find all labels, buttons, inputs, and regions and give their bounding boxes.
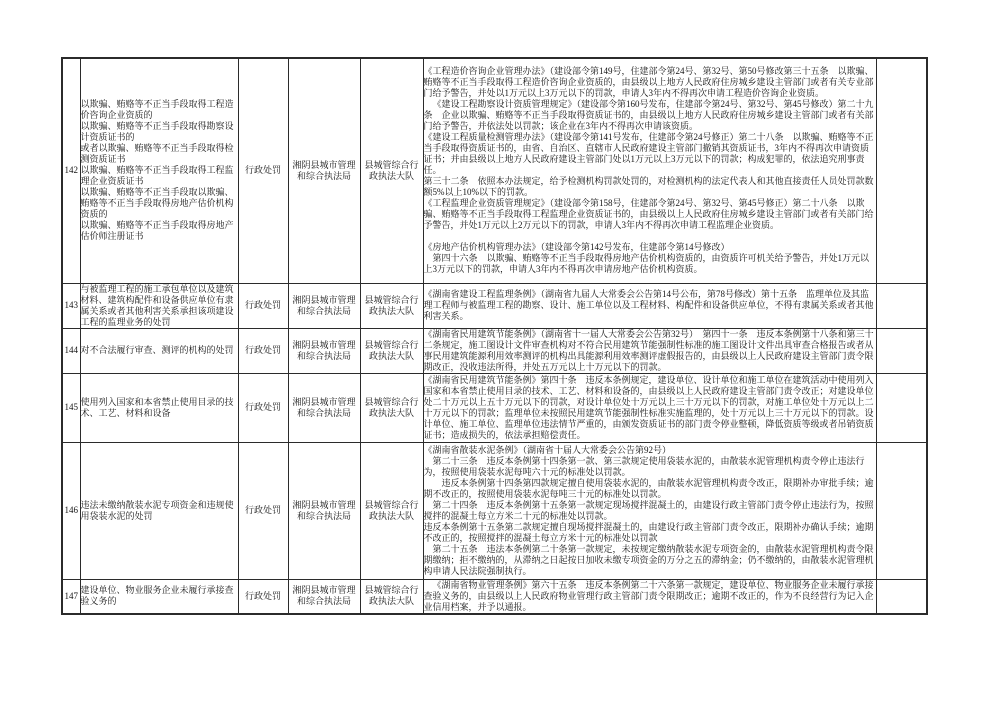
- violation-cell: [80, 442, 238, 579]
- unit-cell: 县城管综合行政执法大队: [360, 328, 423, 373]
- violation-text: 使用列入国家和本省禁止使用目录的技术、工艺、材料和设备: [80, 396, 234, 418]
- table-row: [62, 58, 927, 283]
- legal-basis-paragraph: 《建设工程质量检测管理办法》（建设部令第141号发布，住建部令第24号修正）第二十八条 以欺骗、贿赂等不正当手段取得资质证书的，由省、自治区、直辖市人民政府建设主管部门撤销其资质证书，3年内不得再次申请资质证书；并由县级以上地方人民政府建设主管部门处以1万元以上3万元以下的罚款；构成犯罪的，依法追究刑事责任。: [423, 132, 874, 176]
- violation-text: 以欺骗、贿赂等不正当手段取得勘察设计资质证书的: [80, 121, 234, 143]
- violation-text: 以欺骗、贿赂等不正当手段取以欺骗、贿赂等不正当手段取得房地产估价机构资质的: [80, 187, 234, 220]
- row-number-cell: 145: [62, 373, 80, 442]
- agency-cell: 湘阴县城市管理和综合执法局: [288, 373, 360, 442]
- legal-basis-paragraph: 第二十五条 违法本条例第二十条第一款规定，未按规定缴纳散装水泥专项资金的，由散装水泥管理机构责令限期缴纳；拒不缴纳的，从滞纳之日起按日加收未缴专项资金的万分之五的滞纳金；仍不缴纳的，由散装水泥管理机构申请人民法院强制执行。: [423, 543, 874, 576]
- table-row: [62, 328, 927, 373]
- remarks-empty-cell: [876, 58, 927, 283]
- legal-basis-cell: [423, 58, 876, 283]
- agency-cell: 湘阴县城市管理和综合执法局: [288, 579, 360, 614]
- legal-basis-paragraph: 第二十四条 违反本条例第十五条第一款规定现场搅拌混凝土的，由建设行政主管部门责令停止违法行为，按照搅拌的混凝土每立方米二十元的标准处以罚款。: [423, 499, 874, 521]
- unit-cell: 县城管综合行政执法大队: [360, 442, 423, 579]
- remarks-empty-cell: [876, 373, 927, 442]
- agency-cell: 湘阴县城市管理和综合执法局: [288, 328, 360, 373]
- unit-cell: 县城管综合行政执法大队: [360, 373, 423, 442]
- unit-cell: 县城管综合行政执法大队: [360, 579, 423, 614]
- agency-cell: 湘阴县城市管理和综合执法局: [288, 283, 360, 328]
- violation-text: 以欺骗、贿赂等不正当手段取得房地产估价师注册证书: [80, 220, 234, 242]
- penalty-type-cell: 行政处罚: [238, 283, 288, 328]
- legal-basis-paragraph: 第三十二条 依照本办法规定，给予检测机构罚款处罚的，对检测机构的法定代表人和其他直接责任人员处罚款数额5%以上10%以下的罚款。: [423, 176, 874, 198]
- legal-basis-cell: [423, 373, 876, 442]
- table-row: [62, 373, 927, 442]
- unit-cell: 县城管综合行政执法大队: [360, 58, 423, 283]
- legal-basis-paragraph: 第二十三条 违反本条例第十四条第一款、第三款规定使用袋装水泥的，由散装水泥管理机构责令停止违法行为，按照使用袋装水泥每吨六十元的标准处以罚款。: [423, 455, 865, 477]
- legal-basis-paragraph: 《湖南省民用建筑节能条例》（湖南省十一届人大常委会公告第32号） 第四十一条 违反本条例第十八条和第三十二条规定，施工图设计文件审查机构对不符合民用建筑节能强制性标准的施工图设计文件出具审查合格报告或者从事民用建筑能源利用效率测评的机构出具能源利用效率测评虚假报告的，由县级以上人民政府建设主管部门责令限期改正，没收违法所得，并处五万元以上十万元以下的罚款。: [423, 328, 874, 372]
- legal-basis-paragraph: 《湖南省散装水泥条例》（湖南省十届人大常委会公告第92号）: [423, 444, 672, 455]
- penalty-type-cell: 行政处罚: [238, 579, 288, 614]
- table-row: [62, 283, 927, 328]
- row-number-cell: 146: [62, 442, 80, 579]
- legal-basis-paragraph: 《房地产估价机构管理办法》（建设部令第142号发布，住建部令第14号修改）: [423, 242, 730, 253]
- agency-cell: 湘阴县城市管理和综合执法局: [288, 58, 360, 283]
- legal-basis-paragraph: 《湖南省民用建筑节能条例》第四十条 违反本条例规定，建设单位、设计单位和施工单位在建筑活动中使用列入国家和本省禁止使用目录的技术、工艺、材料和设备的，由县级以上人民政府建设主管部门责令改正；对建设单位处二十万元以上五十万元以下的罚款，对设计单位处十万元以上三十万元以下的罚款，对施工单位处十万元以上二十万元以下的罚款；监理单位未按照民用建筑节能强制性标准实施监理的，处十万元以上三十万元以下的罚款。设计单位、施工单位、监理单位违法情节严重的，由颁发资质证书的部门责令停业整顿，降低资质等级或者吊销资质证书；造成损失的，依法承担赔偿责任。: [423, 374, 874, 440]
- legal-basis-paragraph: 违反本条例第十五条第二款规定擅自现场搅拌混凝土的，由建设行政主管部门责令改正，限期补办确认手续；逾期不改正的，按照搅拌的混凝土每立方米十元的标准处以罚款: [423, 521, 874, 543]
- unit-cell: 县城管综合行政执法大队: [360, 283, 423, 328]
- row-number-cell: 144: [62, 328, 80, 373]
- violation-text: 建设单位、物业服务企业未履行承接查验义务的: [80, 585, 234, 606]
- remarks-empty-cell: [876, 579, 927, 614]
- row-number-cell: 142: [62, 58, 80, 283]
- penalty-type-cell: 行政处罚: [238, 442, 288, 579]
- row-number-cell: 143: [62, 283, 80, 328]
- remarks-empty-cell: [876, 328, 927, 373]
- remarks-empty-cell: [876, 283, 927, 328]
- agency-cell: 湘阴县城市管理和综合执法局: [288, 442, 360, 579]
- violation-cell: [80, 328, 238, 373]
- legal-basis-cell: [423, 579, 876, 614]
- penalty-table: [61, 57, 928, 615]
- violation-text: 或者以欺骗、贿赂等不正当手段取得检测资质证书: [80, 143, 234, 165]
- legal-basis-paragraph: 《湖南省物业管理条例》第六十五条 违反本条例第二十六条第一款规定，建设单位、物业服务企业未履行承接查验义务的，由县级以上人民政府物业管理行政主管部门责令限期改正；逾期不改正的，作为不良经营行为记入企业信用档案，并予以通报。: [423, 579, 874, 612]
- remarks-empty-cell: [876, 442, 927, 579]
- legal-basis-paragraph: 《建设工程勘察设计资质管理规定》（建设部令第160号发布，住建部令第24号、第32号、第45号修改）第二十九条 企业以欺骗、贿赂等不正当手段取得资质证书的，由县级以上地方人民政府住房城乡建设主管部门或者有关部门给予警告，并依法处以罚款；该企业在3年内不得再次申请该资质。: [423, 99, 874, 132]
- legal-basis-spacer: [424, 231, 876, 242]
- table-row: [62, 579, 927, 614]
- violation-text: 违法未缴纳散装水泥专项资金和违规使用袋装水泥的处罚: [80, 499, 234, 521]
- penalty-type-cell: 行政处罚: [238, 373, 288, 442]
- violation-text: 对不合法履行审查、测评的机构的处罚: [80, 345, 234, 355]
- penalty-type-cell: 行政处罚: [238, 328, 288, 373]
- legal-basis-paragraph: 《工程监理企业资质管理规定》（建设部令第158号，住建部令第24号、第32号、第45号修正）第二十八条 以欺骗、贿赂等不正当手段取得工程监理企业资质证书的，由县级以上人民政府住房城乡建设主管部门或者有关部门给予警告，并处1万元以上2万元以下的罚款，申请人3年内不得再次申请工程监理企业资质。: [423, 198, 874, 231]
- violation-cell: [80, 283, 238, 328]
- legal-basis-paragraph: 第四十六条 以欺骗、贿赂等不正当手段取得房地产估价机构资质的，由资质许可机关给予警告，并处1万元以上3万元以下的罚款，申请人3年内不得再次申请房地产估价机构资质。: [423, 253, 870, 275]
- violation-text: 与被监理工程的施工承包单位以及建筑材料、建筑构配件和设备供应单位有隶属关系或者其他利害关系承担该项建设工程的监理业务的处罚: [80, 283, 234, 327]
- table-row: [62, 442, 927, 579]
- row-number-cell: 147: [62, 579, 80, 614]
- penalty-type-cell: 行政处罚: [238, 58, 288, 283]
- violation-text: 以欺骗、贿赂等不正当手段取得工程造价咨询企业资质的: [80, 99, 234, 121]
- violation-cell: [80, 373, 238, 442]
- legal-basis-cell: [423, 328, 876, 373]
- violation-cell: [80, 58, 238, 283]
- violation-cell: [80, 579, 238, 614]
- violation-text: 以欺骗、贿赂等不正当手段取得工程监理企业资质证书: [80, 165, 234, 187]
- legal-basis-cell: [423, 283, 876, 328]
- legal-basis-paragraph: 《湖南省建设工程监理条例》（湖南省九届人大常委会公告第14号公布，第78号修改）第十五条 监理单位及其监理工程师与被监理工程的勘察、设计、施工单位以及工程材料、构配件和设备供应单位，不得有隶属关系或者其他利害关系。: [423, 289, 874, 321]
- legal-basis-paragraph: 违反本条例第十四条第四款规定擅自使用袋装水泥的，由散装水泥管理机构责令改正，限期补办审批手续；逾期不改正的，按照使用袋装水泥每吨三十元的标准处以罚款。: [423, 477, 874, 499]
- legal-basis-paragraph: 《工程造价咨询企业管理办法》（建设部令第149号，住建部令第24号、第32号、第50号修改第三十五条 以欺骗、贿赂等不正当手段取得工程造价咨询企业资质的，由县级以上地方人民政府住房城乡建设主管部门或者有关专业部门给予警告，并处以1万元以上3万元以下的罚款，申请人3年内不得再次申请工程造价咨询企业资质。: [423, 66, 874, 99]
- legal-basis-cell: [423, 442, 876, 579]
